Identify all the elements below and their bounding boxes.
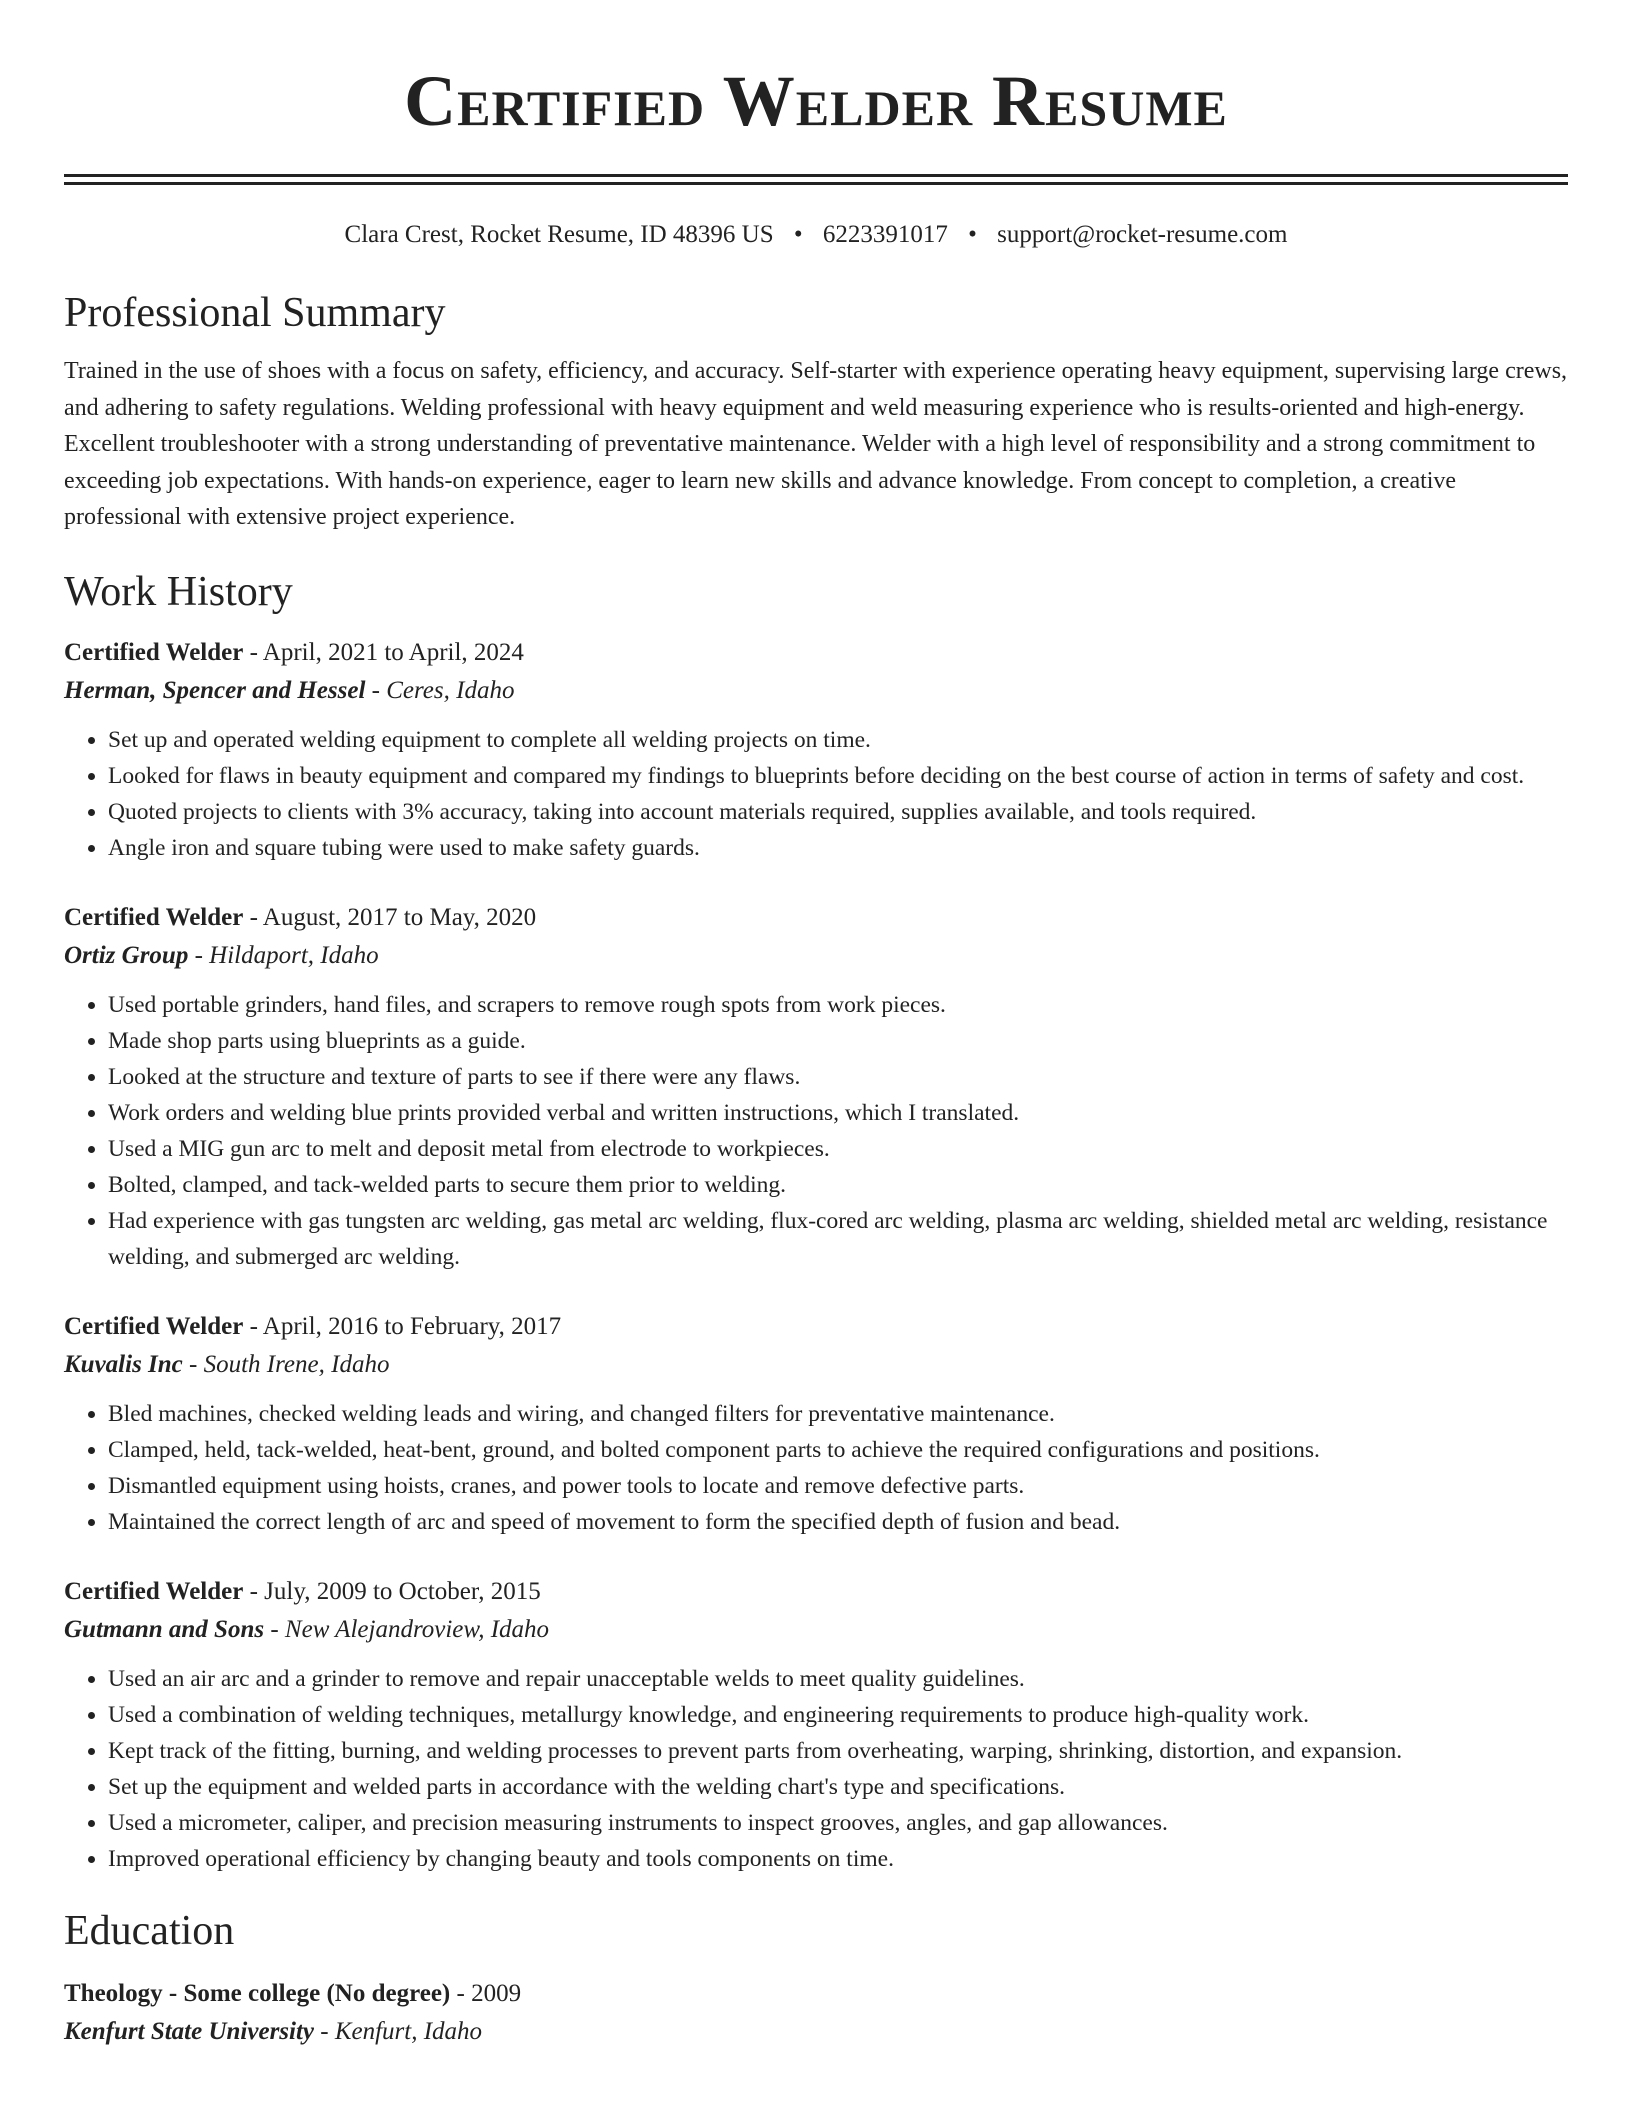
job-location: - South Irene, Idaho bbox=[182, 1350, 390, 1378]
job-duty-item: • Had experience with gas tungsten arc welding, gas metal arc welding, flux-cored arc welding, plasma arc welding, shielded metal arc welding, resistance welding, and submerged arc welding. bbox=[108, 1203, 1568, 1275]
job-duties-list bbox=[64, 1661, 1568, 1877]
contact-separator: • bbox=[793, 221, 803, 248]
contact-separator: • bbox=[968, 221, 977, 248]
job-duty-item: • Clamped, held, tack-welded, heat-bent, ground, and bolted component parts to achieve the required configurations and positions. bbox=[108, 1432, 1568, 1468]
job-duty-item: • Used a micrometer, caliper, and precision measuring instruments to inspect grooves, angles, and gap allowances. bbox=[108, 1805, 1568, 1841]
job-duty-item: • Used portable grinders, hand files, and scrapers to remove rough spots from work pieces. bbox=[108, 987, 1568, 1023]
education-degree-line bbox=[64, 1975, 1568, 2013]
job-duties-list bbox=[64, 987, 1568, 1275]
job-duty-item: • Work orders and welding blue prints provided verbal and written instructions, which I translated. bbox=[108, 1095, 1568, 1131]
education-location: - Kenfurt, Idaho bbox=[314, 2017, 483, 2045]
job-company: Ortiz Group bbox=[64, 941, 189, 969]
contact-line bbox=[64, 219, 1568, 251]
work-history-heading: Work History bbox=[64, 568, 293, 615]
job-duty-item: • Used an air arc and a grinder to remove and repair unacceptable welds to meet quality guidelines. bbox=[108, 1661, 1568, 1697]
job-duty-item: • Set up and operated welding equipment to complete all welding projects on time. bbox=[108, 722, 1568, 758]
job-company-line bbox=[64, 937, 1568, 975]
education-heading: Education bbox=[64, 1907, 235, 1954]
job-duty-item: • Used a combination of welding techniques, metallurgy knowledge, and engineering requirements to produce high-quality work. bbox=[108, 1697, 1568, 1733]
job-duty-item: • Improved operational efficiency by changing beauty and tools components on time. bbox=[108, 1841, 1568, 1877]
job-company-line bbox=[64, 1611, 1568, 1649]
job-title-line bbox=[64, 899, 1568, 937]
job-duty-item: • Dismantled equipment using hoists, cranes, and power tools to locate and remove defective parts. bbox=[108, 1468, 1568, 1504]
job-dates: - August, 2017 to May, 2020 bbox=[243, 903, 537, 931]
job-duty-item: • Quoted projects to clients with 3% accuracy, taking into account materials required, supplies available, and tools required. bbox=[108, 794, 1568, 830]
job-location: - New Alejandroview, Idaho bbox=[264, 1615, 550, 1643]
job-role: Certified Welder bbox=[64, 903, 244, 931]
job-duties-list bbox=[64, 1396, 1568, 1540]
job-duty-item: • Kept track of the fitting, burning, and welding processes to prevent parts from overheating, warping, shrinking, distortion, and expansion. bbox=[108, 1733, 1568, 1769]
job-title-line bbox=[64, 634, 1568, 672]
summary-text: Trained in the use of shoes with a focus on safety, efficiency, and accuracy. Self-starter with experience operating heavy equipment, supervising large crews, and adhering to safety regulations. Welding professional with heavy equipment and weld measuring experience who is results-oriented and high-energy. Excellent troubleshooter with a strong understanding of preventative maintenance. Welder with a high level of responsibility and a strong commitment to exceeding job expectations. With hands-on experience, eager to learn new skills and advance knowledge. From concept to completion, a creative professional with extensive project experience. bbox=[64, 358, 1568, 530]
job-location: - Hildaport, Idaho bbox=[188, 941, 379, 969]
job-company: Gutmann and Sons bbox=[64, 1615, 265, 1643]
job-duty-item: • Looked for flaws in beauty equipment and compared my findings to blueprints before deciding on the best course of action in terms of safety and cost. bbox=[108, 758, 1568, 794]
job-title-line bbox=[64, 1308, 1568, 1346]
job-duty-item: • Bled machines, checked welding leads and wiring, and changed filters for preventative maintenance. bbox=[108, 1396, 1568, 1432]
job-duty-item: • Maintained the correct length of arc and speed of movement to form the specified depth of fusion and bead. bbox=[108, 1504, 1568, 1540]
work-history-list bbox=[64, 634, 1568, 1877]
education-degree: Theology - Some college (No degree) bbox=[64, 1979, 451, 2007]
education-year: - 2009 bbox=[450, 1979, 522, 2007]
job-duty-item: • Looked at the structure and texture of parts to see if there were any flaws. bbox=[108, 1059, 1568, 1095]
job-dates: - April, 2016 to February, 2017 bbox=[243, 1312, 562, 1340]
job-entry bbox=[64, 1573, 1568, 1877]
contact-email: support@rocket-resume.com bbox=[997, 221, 1288, 248]
education-school: Kenfurt State University bbox=[64, 2017, 315, 2045]
summary-heading: Professional Summary bbox=[64, 290, 446, 336]
job-company-line bbox=[64, 672, 1568, 710]
job-duty-item: • Made shop parts using blueprints as a guide. bbox=[108, 1023, 1568, 1059]
resume-title: Certified Welder Resume bbox=[404, 61, 1228, 141]
job-entry bbox=[64, 899, 1568, 1275]
job-duty-item: • Angle iron and square tubing were used to make safety guards. bbox=[108, 830, 1568, 866]
job-role: Certified Welder bbox=[64, 638, 244, 666]
job-duty-item: • Used a MIG gun arc to melt and deposit metal from electrode to workpieces. bbox=[108, 1131, 1568, 1167]
job-dates: - April, 2021 to April, 2024 bbox=[243, 638, 524, 666]
job-duties-list bbox=[64, 722, 1568, 866]
job-duty-item: • Bolted, clamped, and tack-welded parts to secure them prior to welding. bbox=[108, 1167, 1568, 1203]
job-title-line bbox=[64, 1573, 1568, 1611]
title-divider bbox=[64, 174, 1568, 185]
job-duty-item: • Set up the equipment and welded parts in accordance with the welding chart's type and specifications. bbox=[108, 1769, 1568, 1805]
job-role: Certified Welder bbox=[64, 1312, 244, 1340]
job-company: Kuvalis Inc bbox=[64, 1350, 183, 1378]
job-company: Herman, Spencer and Hessel bbox=[64, 676, 366, 704]
job-entry bbox=[64, 634, 1568, 866]
contact-phone: 6223391017 bbox=[822, 221, 948, 248]
job-location: - Ceres, Idaho bbox=[365, 676, 515, 704]
education-school-line bbox=[64, 2013, 1568, 2051]
job-dates: - July, 2009 to October, 2015 bbox=[243, 1577, 541, 1605]
job-company-line bbox=[64, 1346, 1568, 1384]
job-role: Certified Welder bbox=[64, 1577, 244, 1605]
contact-address: Clara Crest, Rocket Resume, ID 48396 US bbox=[344, 221, 774, 248]
job-entry bbox=[64, 1308, 1568, 1540]
